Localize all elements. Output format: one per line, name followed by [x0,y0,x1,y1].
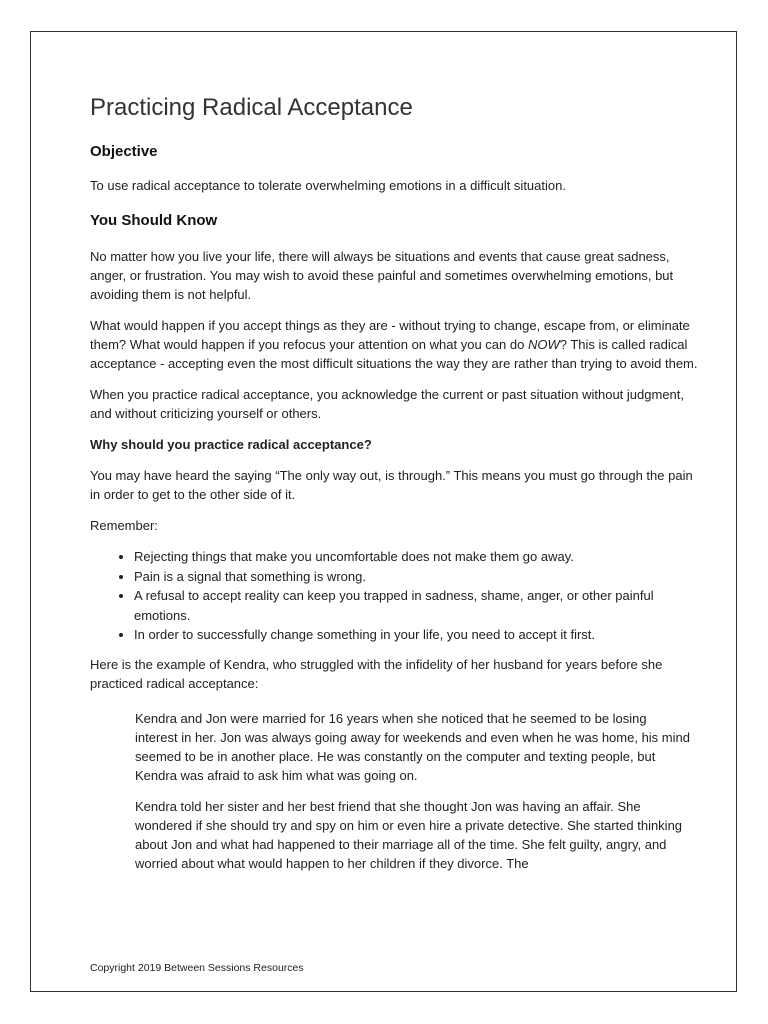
paragraph-2-start: What would happen if you accept things as they are - without trying to change, escape from, or eliminate them? What would happen if you refocus your attention on what you can do [90,318,690,352]
copyright-footer: Copyright 2019 Between Sessions Resources [90,962,304,974]
paragraph-2-end: ? This is called radical acceptance - accepting even the most difficult situations the way they are rather than trying to avoid them. [90,337,698,371]
document-body [90,92,700,885]
list-item: • Pain is a signal that something is wrong. [134,567,700,587]
objective-text: To use radical acceptance to tolerate overwhelming emotions in a difficult situation. [90,178,566,193]
paragraph-2 [90,316,700,373]
example-quote [135,709,691,873]
paragraph-2-emphasis: NOW [527,337,560,352]
list-item: • In order to successfully change something in your life, you need to accept it first. [134,625,700,645]
paragraph-4: You may have heard the saying “The only way out, is through.” This means you must go through the pain in order to get to the other side of it. [90,468,693,502]
page-title: Practicing Radical Acceptance [90,94,413,121]
paragraph-3: When you practice radical acceptance, you acknowledge the current or past situation without judgment, and without criticizing yourself or others. [90,387,685,421]
why-heading: Why should you practice radical acceptance? [90,437,372,452]
remember-list [90,547,700,645]
quote-paragraph-1: Kendra and Jon were married for 16 years when she noticed that he seemed to be losing interest in her. Jon was always going away for weekends and even when he was home, his mind seemed to be in another place. He was constantly on the computer and texting people, but Kendra was afraid to ask him what was going on. [135,710,690,783]
example-intro: Here is the example of Kendra, who struggled with the infidelity of her husband for years before she practiced radical acceptance: [90,656,663,691]
paragraph-1: No matter how you live your life, there will always be situations and events that cause great sadness, anger, or frustration. You may wish to avoid these painful and sometimes overwhelming emotions, but avoiding them is not helpful. [90,249,674,302]
know-heading: You Should Know [90,212,218,229]
list-item: • A refusal to accept reality can keep you trapped in sadness, shame, anger, or other painful emotions. [134,586,700,625]
objective-heading: Objective [90,143,158,160]
remember-label: Remember: [90,518,158,533]
list-item: • Rejecting things that make you uncomfortable does not make them go away. [134,547,700,567]
quote-paragraph-2: Kendra told her sister and her best friend that she thought Jon was having an affair. She wondered if she should try and spy on him or even hire a private detective. She started thinking about Jon and what had happened to their marriage all of the time. She felt guilty, angry, and worried about what would happen to her children if they divorce. The [135,798,683,871]
